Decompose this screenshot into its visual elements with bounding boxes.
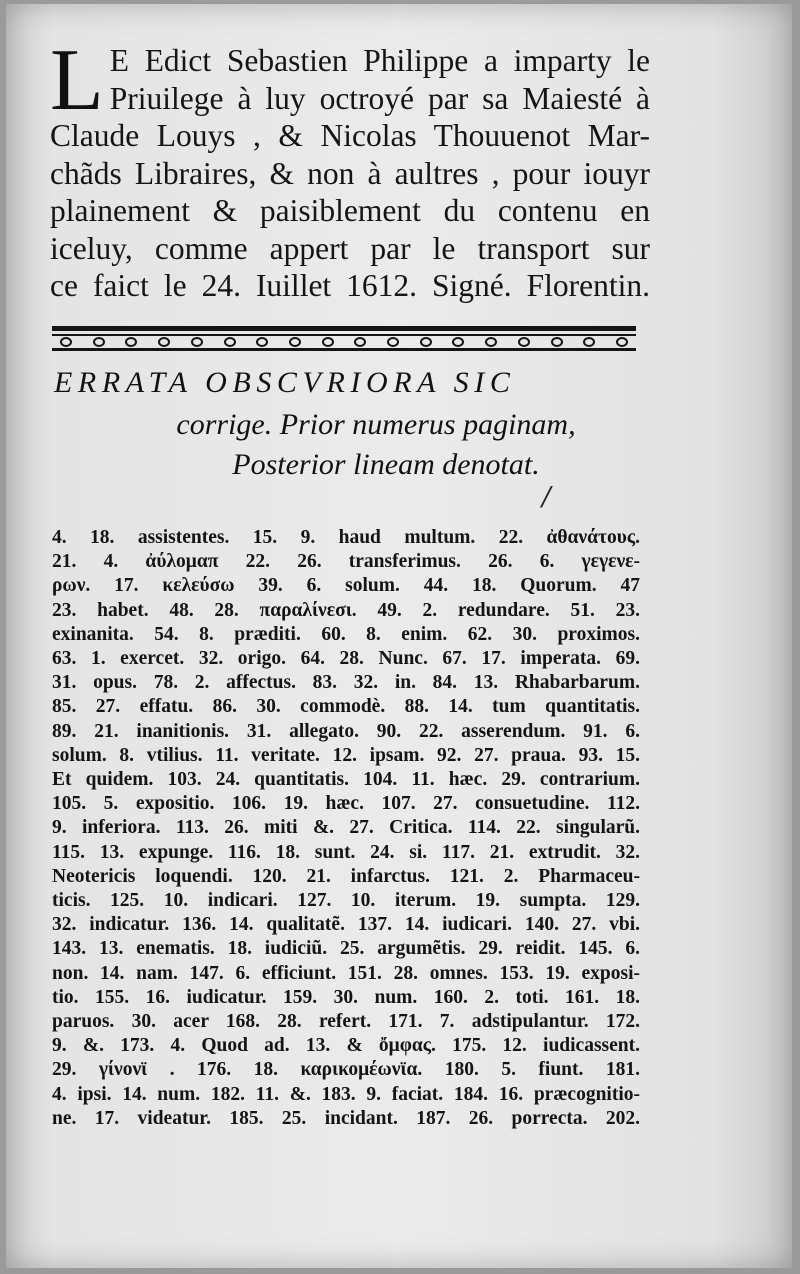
book-page — [6, 4, 792, 1268]
errata-line: Et quidem. 103. 24. quantitatis. 104. 11. hæc. 29. contrarium. — [52, 769, 640, 791]
errata-line: 143. 13. enematis. 18. iudiciũ. 25. argumẽtis. 29. reidit. 145. 6. — [52, 938, 640, 960]
errata-line: tio. 155. 16. iudicatur. 159. 30. num. 160. 2. toti. 161. 18. — [52, 986, 640, 1008]
errata-line: exinanita. 54. 8. præditi. 60. 8. enim. 62. 30. proximos. — [52, 623, 640, 645]
errata-line: 32. indicatur. 136. 14. qualitatẽ. 137. 14. iudicari. 140. 27. vbi. — [52, 914, 640, 936]
errata-line: 115. 13. expunge. 116. 18. sunt. 24. si. 117. 21. extrudit. 32. — [52, 841, 640, 863]
margin-mark: / — [542, 482, 551, 512]
errata-subtitle: Posterior lineam denotat. — [232, 448, 540, 481]
errata-line: 31. opus. 78. 2. affectus. 83. 32. in. 84. 13. Rhabarbarum. — [52, 672, 640, 694]
errata-line: 63. 1. exercet. 32. origo. 64. 28. Nunc. 67. 17. imperata. 69. — [52, 648, 640, 670]
privilege-line: ce faict le 24. Iuillet 1612. Signé. Florentin. — [50, 268, 650, 303]
errata-line: 4. 18. assistentes. 15. 9. haud multum. 22. ἀθανάτους. — [52, 527, 640, 548]
privilege-line: chãds Libraires, & non à aultres , pour iouyr — [50, 155, 650, 191]
errata-title: ERRATA OBSCVRIORA SIC — [54, 366, 516, 399]
privilege-paragraph — [50, 32, 650, 305]
errata-line: paruos. 30. acer 168. 28. refert. 171. 7. adstipulantur. 172. — [52, 1011, 640, 1033]
privilege-line: Priuilege à luy octroyé par sa Maiesté à — [109, 80, 650, 116]
privilege-line: Claude Louys , & Nicolas Thouuenot Mar- — [50, 118, 650, 153]
errata-line: solum. 8. vtilius. 11. veritate. 12. ipsam. 92. 27. praua. 93. 15. — [52, 744, 640, 766]
drop-cap: L — [50, 32, 104, 129]
errata-line: 9. &. 173. 4. Quod ad. 13. & ὄμφας. 175. 12. iudicassent. — [52, 1035, 640, 1057]
errata-line: 23. habet. 48. 28. παραλίνεσι. 49. 2. redundare. 51. 23. — [52, 599, 640, 621]
ornamental-rule — [52, 326, 636, 354]
errata-line: 21. 4. ἀύλομαπ 22. 26. transferimus. 26. 6. γεγενε- — [52, 551, 640, 573]
errata-line: non. 14. nam. 147. 6. efficiunt. 151. 28. omnes. 153. 19. exposi- — [52, 962, 640, 984]
errata-line: ne. 17. videatur. 185. 25. incidant. 187. 26. porrecta. 202. — [52, 1107, 640, 1129]
privilege-line: iceluy, comme appert par le transport sur — [50, 230, 650, 266]
errata-line: ticis. 125. 10. indicari. 127. 10. iterum. 19. sumpta. 129. — [52, 890, 640, 912]
errata-line: 85. 27. effatu. 86. 30. commodè. 88. 14. tum quantitatis. — [52, 696, 640, 718]
privilege-line: plainement & paisiblement du contenu en — [50, 193, 650, 228]
errata-line: Neotericis loquendi. 120. 21. infarctus. 121. 2. Pharmaceu- — [52, 865, 640, 887]
errata-line: 9. inferiora. 113. 26. miti &. 27. Critica. 114. 22. singularũ. — [52, 817, 640, 839]
errata-line: 105. 5. expositio. 106. 19. hæc. 107. 27. consuetudine. 112. — [52, 793, 640, 815]
errata-list — [52, 526, 640, 1131]
privilege-line: E Edict Sebastien Philippe a imparty le — [109, 43, 650, 78]
errata-line: ρων. 17. κελεύσω 39. 6. solum. 44. 18. Quorum. 47 — [52, 575, 640, 597]
errata-line: 89. 21. inanitionis. 31. allegato. 90. 22. asserendum. 91. 6. — [52, 720, 640, 742]
errata-line: 29. γίνονϊ . 176. 18. καρικομέωνϊα. 180. 5. fiunt. 181. — [52, 1059, 640, 1081]
errata-line: 4. ipsi. 14. num. 182. 11. &. 183. 9. faciat. 184. 16. præcognitio- — [52, 1083, 640, 1105]
errata-subtitle: corrige. Prior numerus paginam, — [176, 408, 576, 441]
